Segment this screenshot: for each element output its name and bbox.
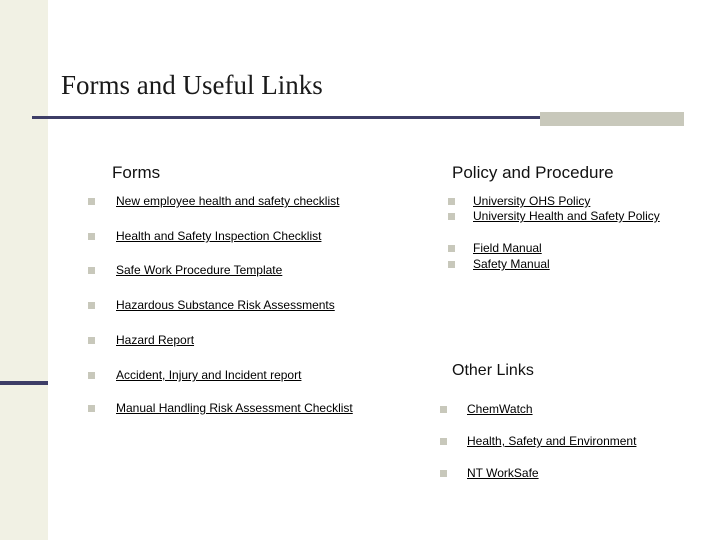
policy-link-field-manual[interactable]: Field Manual xyxy=(473,241,542,255)
bullet-icon xyxy=(440,406,447,413)
bullet-icon xyxy=(88,337,95,344)
bullet-icon xyxy=(448,198,455,205)
bullet-icon xyxy=(440,438,447,445)
bullet-icon xyxy=(88,198,95,205)
bullet-icon xyxy=(88,372,95,379)
form-link-inspection-checklist[interactable]: Health and Safety Inspection Checklist xyxy=(116,229,322,243)
slide-title: Forms and Useful Links xyxy=(61,70,323,100)
title-accent-block xyxy=(540,112,684,126)
form-link-incident-report[interactable]: Accident, Injury and Incident report xyxy=(116,368,302,382)
side-band xyxy=(0,0,48,540)
form-link-safe-work-procedure[interactable]: Safe Work Procedure Template xyxy=(116,263,283,277)
title-rule xyxy=(32,116,540,119)
form-link-new-employee-checklist[interactable]: New employee health and safety checklist xyxy=(116,194,340,208)
bullet-icon xyxy=(88,405,95,412)
policy-link-ohs[interactable]: University OHS Policy xyxy=(473,194,591,208)
other-link-nt-worksafe[interactable]: NT WorkSafe xyxy=(467,466,539,480)
other-links-heading: Other Links xyxy=(452,362,534,379)
bullet-icon xyxy=(448,245,455,252)
bullet-icon xyxy=(88,233,95,240)
side-accent-bar xyxy=(0,381,48,385)
policy-heading: Policy and Procedure xyxy=(452,163,614,182)
bullet-icon xyxy=(88,267,95,274)
other-link-hse[interactable]: Health, Safety and Environment xyxy=(467,434,637,448)
form-link-manual-handling[interactable]: Manual Handling Risk Assessment Checklist xyxy=(116,401,353,415)
form-link-hazard-report[interactable]: Hazard Report xyxy=(116,333,195,347)
other-link-chemwatch[interactable]: ChemWatch xyxy=(467,402,533,416)
bullet-icon xyxy=(88,302,95,309)
bullet-icon xyxy=(440,470,447,477)
bullet-icon xyxy=(448,213,455,220)
forms-heading: Forms xyxy=(112,163,161,182)
policy-link-health-safety[interactable]: University Health and Safety Policy xyxy=(473,209,660,223)
bullet-icon xyxy=(448,261,455,268)
form-link-hazardous-substance[interactable]: Hazardous Substance Risk Assessments xyxy=(116,298,335,312)
policy-link-safety-manual[interactable]: Safety Manual xyxy=(473,257,550,271)
